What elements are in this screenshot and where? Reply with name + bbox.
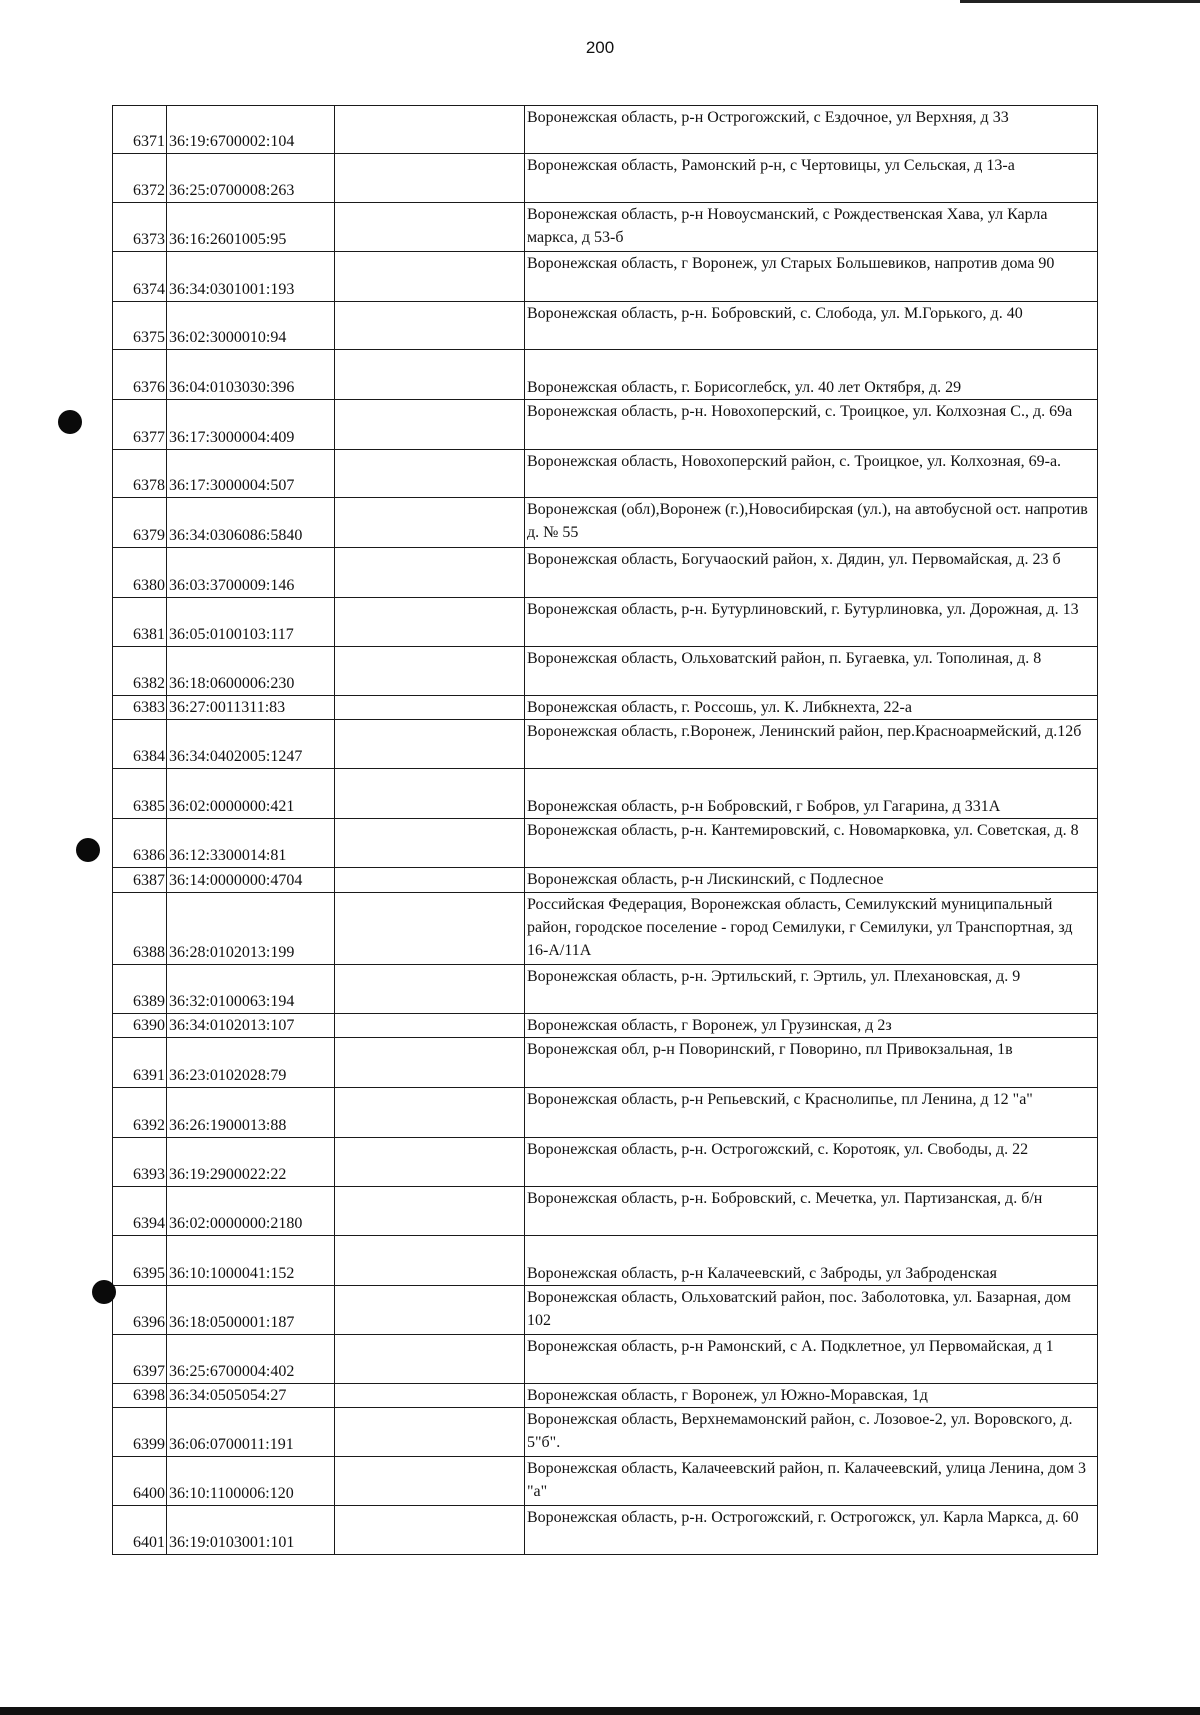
row-number: 6387 — [113, 868, 167, 893]
cadastral-number: 36:14:0000000:4704 — [167, 868, 335, 893]
row-number: 6375 — [113, 302, 167, 350]
row-number: 6395 — [113, 1236, 167, 1286]
scan-top-edge — [960, 0, 1200, 3]
row-number: 6374 — [113, 252, 167, 302]
address: Воронежская область, Ольховатский район, п. Бугаевка, ул. Тополиная, д. 8 — [525, 647, 1098, 696]
row-number: 6388 — [113, 893, 167, 965]
table-row — [113, 1457, 1098, 1506]
address: Воронежская область, р-н. Острогожский, г. Острогожск, ул. Карла Маркса, д. 60 — [525, 1506, 1098, 1555]
empty-cell — [335, 696, 525, 720]
address: Воронежская область, р-н. Кантемировский, с. Новомарковка, ул. Советская, д. 8 — [525, 819, 1098, 868]
address: Воронежская область, Верхнемамонский район, с. Лозовое-2, ул. Воровского, д. 5"б". — [525, 1408, 1098, 1457]
address: Воронежская область, г Воронеж, ул Старых Большевиков, напротив дома 90 — [525, 252, 1098, 302]
cadastral-number: 36:19:6700002:104 — [167, 106, 335, 154]
row-number: 6391 — [113, 1038, 167, 1088]
cadastral-number: 36:25:0700008:263 — [167, 154, 335, 203]
table-row — [113, 696, 1098, 720]
empty-cell — [335, 720, 525, 769]
table-row — [113, 1335, 1098, 1384]
address: Воронежская (обл),Воронеж (г.),Новосибирская (ул.), на автобусной ост. напротив д. № 55 — [525, 498, 1098, 548]
address: Воронежская область, р-н. Острогожский, с. Коротояк, ул. Свободы, д. 22 — [525, 1138, 1098, 1187]
cadastral-number: 36:02:3000010:94 — [167, 302, 335, 350]
cadastral-number: 36:32:0100063:194 — [167, 965, 335, 1014]
row-number: 6382 — [113, 647, 167, 696]
cadastral-number: 36:02:0000000:2180 — [167, 1187, 335, 1236]
table-row — [113, 647, 1098, 696]
cadastral-number: 36:34:0505054:27 — [167, 1384, 335, 1408]
address: Воронежская область, Рамонский р-н, с Чертовицы, ул Сельская, д 13-а — [525, 154, 1098, 203]
row-number: 6372 — [113, 154, 167, 203]
cadastral-number: 36:26:1900013:88 — [167, 1088, 335, 1138]
address: Воронежская область, р-н Острогожский, с Ездочное, ул Верхняя, д 33 — [525, 106, 1098, 154]
registry-table — [112, 105, 1098, 1555]
row-number: 6371 — [113, 106, 167, 154]
table-row — [113, 302, 1098, 350]
empty-cell — [335, 769, 525, 819]
address: Воронежская область, р-н. Бутурлиновский, г. Бутурлиновка, ул. Дорожная, д. 13 — [525, 598, 1098, 647]
address: Воронежская область, г Воронеж, ул Грузинская, д 2з — [525, 1014, 1098, 1038]
cadastral-number: 36:19:2900022:22 — [167, 1138, 335, 1187]
address: Воронежская область, г Воронеж, ул Южно-Моравская, 1д — [525, 1384, 1098, 1408]
cadastral-number: 36:18:0600006:230 — [167, 647, 335, 696]
punch-hole — [58, 410, 82, 434]
table-row — [113, 1384, 1098, 1408]
empty-cell — [335, 203, 525, 252]
table-row — [113, 1236, 1098, 1286]
empty-cell — [335, 1038, 525, 1088]
empty-cell — [335, 868, 525, 893]
address: Воронежская область, г. Борисоглебск, ул. 40 лет Октября, д. 29 — [525, 350, 1098, 400]
empty-cell — [335, 1506, 525, 1555]
cadastral-number: 36:28:0102013:199 — [167, 893, 335, 965]
address: Воронежская область, р-н. Новохоперский, с. Троицкое, ул. Колхозная С., д. 69а — [525, 400, 1098, 450]
empty-cell — [335, 400, 525, 450]
table-row — [113, 598, 1098, 647]
empty-cell — [335, 1187, 525, 1236]
table-row — [113, 154, 1098, 203]
empty-cell — [335, 1236, 525, 1286]
table-row — [113, 893, 1098, 965]
empty-cell — [335, 1384, 525, 1408]
cadastral-number: 36:06:0700011:191 — [167, 1408, 335, 1457]
cadastral-number: 36:03:3700009:146 — [167, 548, 335, 598]
cadastral-number: 36:34:0102013:107 — [167, 1014, 335, 1038]
empty-cell — [335, 106, 525, 154]
address: Воронежская область, Ольховатский район, пос. Заболотовка, ул. Базарная, дом 102 — [525, 1286, 1098, 1335]
table-row — [113, 1138, 1098, 1187]
cadastral-number: 36:12:3300014:81 — [167, 819, 335, 868]
row-number: 6373 — [113, 203, 167, 252]
address: Воронежская область, Калачеевский район, п. Калачеевский, улица Ленина, дом 3 "а" — [525, 1457, 1098, 1506]
punch-hole — [76, 838, 100, 862]
table-row — [113, 1014, 1098, 1038]
row-number: 6378 — [113, 450, 167, 498]
cadastral-number: 36:25:6700004:402 — [167, 1335, 335, 1384]
address: Воронежская область, г. Россошь, ул. К. Либкнехта, 22-а — [525, 696, 1098, 720]
address: Воронежская обл, р-н Поворинский, г Поворино, пл Привокзальная, 1в — [525, 1038, 1098, 1088]
row-number: 6380 — [113, 548, 167, 598]
row-number: 6381 — [113, 598, 167, 647]
cadastral-number: 36:34:0301001:193 — [167, 252, 335, 302]
cadastral-number: 36:04:0103030:396 — [167, 350, 335, 400]
empty-cell — [335, 1335, 525, 1384]
row-number: 6400 — [113, 1457, 167, 1506]
table-row — [113, 720, 1098, 769]
row-number: 6401 — [113, 1506, 167, 1555]
row-number: 6379 — [113, 498, 167, 548]
empty-cell — [335, 154, 525, 203]
cadastral-number: 36:02:0000000:421 — [167, 769, 335, 819]
cadastral-number: 36:18:0500001:187 — [167, 1286, 335, 1335]
row-number: 6377 — [113, 400, 167, 450]
empty-cell — [335, 498, 525, 548]
row-number: 6389 — [113, 965, 167, 1014]
address: Воронежская область, р-н. Бобровский, с. Мечетка, ул. Партизанская, д. б/н — [525, 1187, 1098, 1236]
cadastral-number: 36:34:0402005:1247 — [167, 720, 335, 769]
cadastral-number: 36:10:1100006:120 — [167, 1457, 335, 1506]
table-row — [113, 769, 1098, 819]
empty-cell — [335, 548, 525, 598]
registry-table-body — [113, 106, 1098, 1555]
scan-bottom-edge — [0, 1707, 1200, 1715]
address: Воронежская область, р-н Калачеевский, с Заброды, ул Заброденская — [525, 1236, 1098, 1286]
address: Воронежская область, г.Воронеж, Ленинский район, пер.Красноармейский, д.12б — [525, 720, 1098, 769]
empty-cell — [335, 1088, 525, 1138]
table-row — [113, 868, 1098, 893]
address: Воронежская область, р-н Лискинский, с Подлесное — [525, 868, 1098, 893]
row-number: 6396 — [113, 1286, 167, 1335]
row-number: 6376 — [113, 350, 167, 400]
cadastral-number: 36:17:3000004:507 — [167, 450, 335, 498]
empty-cell — [335, 1138, 525, 1187]
table-row — [113, 1088, 1098, 1138]
empty-cell — [335, 893, 525, 965]
table-row — [113, 1286, 1098, 1335]
table-row — [113, 1038, 1098, 1088]
address: Воронежская область, р-н. Эртильский, г. Эртиль, ул. Плехановская, д. 9 — [525, 965, 1098, 1014]
table-row — [113, 965, 1098, 1014]
address: Воронежская область, р-н Новоусманский, с Рождественская Хава, ул Карла маркса, д 53-б — [525, 203, 1098, 252]
cadastral-number: 36:17:3000004:409 — [167, 400, 335, 450]
table-row — [113, 400, 1098, 450]
row-number: 6393 — [113, 1138, 167, 1187]
row-number: 6386 — [113, 819, 167, 868]
row-number: 6394 — [113, 1187, 167, 1236]
empty-cell — [335, 965, 525, 1014]
empty-cell — [335, 647, 525, 696]
table-row — [113, 548, 1098, 598]
cadastral-number: 36:34:0306086:5840 — [167, 498, 335, 548]
empty-cell — [335, 450, 525, 498]
table-row — [113, 1506, 1098, 1555]
cadastral-number: 36:19:0103001:101 — [167, 1506, 335, 1555]
cadastral-number: 36:05:0100103:117 — [167, 598, 335, 647]
empty-cell — [335, 350, 525, 400]
cadastral-number: 36:10:1000041:152 — [167, 1236, 335, 1286]
page-number: 200 — [585, 38, 615, 57]
row-number: 6383 — [113, 696, 167, 720]
address: Воронежская область, р-н. Бобровский, с. Слобода, ул. М.Горького, д. 40 — [525, 302, 1098, 350]
punch-hole — [92, 1280, 116, 1304]
empty-cell — [335, 598, 525, 647]
cadastral-number: 36:27:0011311:83 — [167, 696, 335, 720]
row-number: 6392 — [113, 1088, 167, 1138]
row-number: 6398 — [113, 1384, 167, 1408]
address: Воронежская область, Богучаоский район, х. Дядин, ул. Первомайская, д. 23 б — [525, 548, 1098, 598]
empty-cell — [335, 819, 525, 868]
cadastral-number: 36:16:2601005:95 — [167, 203, 335, 252]
table-row — [113, 252, 1098, 302]
address: Воронежская область, р-н Бобровский, г Бобров, ул Гагарина, д 331А — [525, 769, 1098, 819]
address: Воронежская область, Новохоперский район, с. Троицкое, ул. Колхозная, 69-а. — [525, 450, 1098, 498]
table-row — [113, 106, 1098, 154]
empty-cell — [335, 252, 525, 302]
row-number: 6384 — [113, 720, 167, 769]
table-row — [113, 819, 1098, 868]
cadastral-number: 36:23:0102028:79 — [167, 1038, 335, 1088]
empty-cell — [335, 1014, 525, 1038]
address: Воронежская область, р-н Репьевский, с Краснолипье, пл Ленина, д 12 "а" — [525, 1088, 1098, 1138]
address: Воронежская область, р-н Рамонский, с А. Подклетное, ул Первомайская, д 1 — [525, 1335, 1098, 1384]
address: Российская Федерация, Воронежская область, Семилукский муниципальный район, городское поселение - город Семилуки, г Семилуки, ул Транспортная, зд 16-А/11А — [525, 893, 1098, 965]
empty-cell — [335, 302, 525, 350]
table-row — [113, 450, 1098, 498]
table-row — [113, 350, 1098, 400]
table-row — [113, 498, 1098, 548]
empty-cell — [335, 1457, 525, 1506]
table-row — [113, 203, 1098, 252]
table-row — [113, 1187, 1098, 1236]
row-number: 6390 — [113, 1014, 167, 1038]
row-number: 6385 — [113, 769, 167, 819]
empty-cell — [335, 1286, 525, 1335]
table-row — [113, 1408, 1098, 1457]
row-number: 6397 — [113, 1335, 167, 1384]
empty-cell — [335, 1408, 525, 1457]
row-number: 6399 — [113, 1408, 167, 1457]
